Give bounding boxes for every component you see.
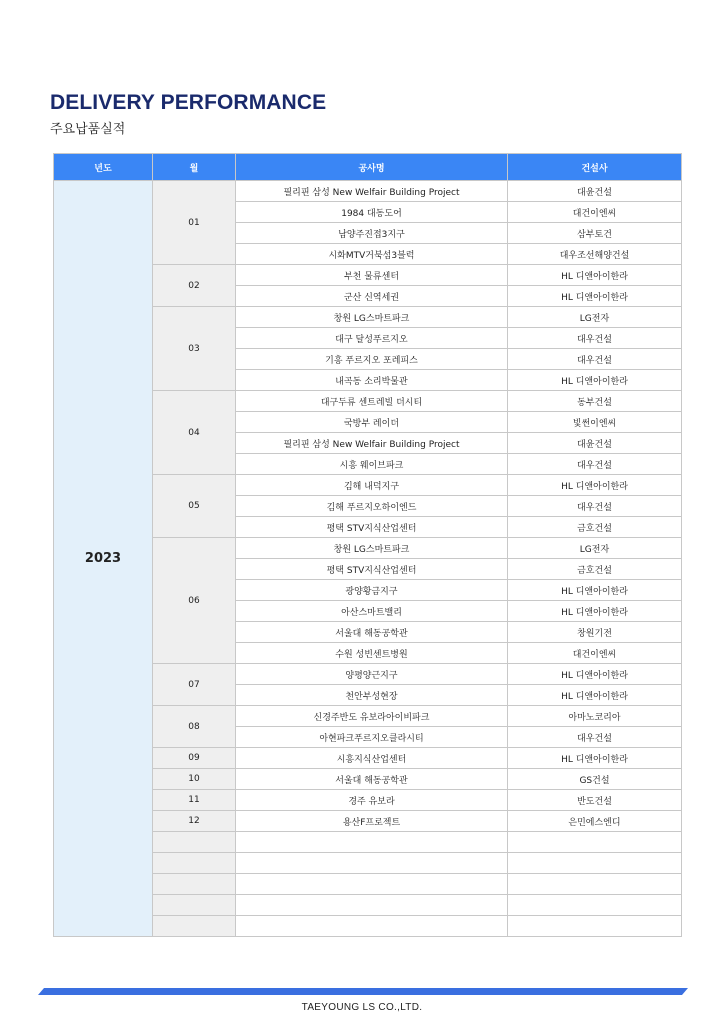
construction-company-cell [508,832,682,853]
project-name-cell: 김해 푸르지오하이엔드 [236,496,508,517]
project-name-cell: 서울대 해동공학관 [236,622,508,643]
month-cell: 12 [153,811,236,832]
project-name-cell: 필리핀 삼성 New Welfair Building Project [236,433,508,454]
month-cell [153,895,236,916]
construction-company-cell: HL 디앤아이한라 [508,475,682,496]
column-header-month: 월 [153,154,236,181]
project-name-cell: 기흥 푸르지오 포레피스 [236,349,508,370]
construction-company-cell: HL 디앤아이한라 [508,286,682,307]
project-name-cell: 천안부성현장 [236,685,508,706]
project-name-cell: 김해 내덕지구 [236,475,508,496]
month-cell [153,916,236,937]
project-name-cell [236,832,508,853]
project-name-cell: 평택 STV지식산업센터 [236,559,508,580]
project-name-cell: 대구 달성푸르지오 [236,328,508,349]
construction-company-cell: HL 디앤아이한라 [508,601,682,622]
construction-company-cell [508,853,682,874]
column-header-project: 공사명 [236,154,508,181]
page-title: DELIVERY PERFORMANCE [50,91,327,114]
construction-company-cell: LG전자 [508,538,682,559]
month-cell: 07 [153,664,236,706]
construction-company-cell: HL 디앤아이한라 [508,664,682,685]
project-name-cell [236,895,508,916]
month-cell: 08 [153,706,236,748]
month-cell: 05 [153,475,236,538]
month-cell: 02 [153,265,236,307]
project-name-cell [236,853,508,874]
construction-company-cell: 금호건설 [508,559,682,580]
construction-company-cell: 대윤건설 [508,181,682,202]
footer-bar [38,988,688,995]
month-cell [153,832,236,853]
construction-company-cell: 빛썬이엔씨 [508,412,682,433]
project-name-cell: 시흥 웨이브파크 [236,454,508,475]
project-name-cell: 아현파크푸르지오클라시티 [236,727,508,748]
construction-company-cell: 대건이엔씨 [508,202,682,223]
construction-company-cell: 아마노코리아 [508,706,682,727]
project-name-cell: 창원 LG스마트파크 [236,538,508,559]
project-name-cell: 아산스마트밸리 [236,601,508,622]
construction-company-cell: 동부건설 [508,391,682,412]
project-name-cell: 평택 STV지식산업센터 [236,517,508,538]
construction-company-cell: HL 디앤아이한라 [508,265,682,286]
project-name-cell: 수원 성빈센트병원 [236,643,508,664]
construction-company-cell: HL 디앤아이한라 [508,370,682,391]
construction-company-cell: 대우건설 [508,454,682,475]
construction-company-cell [508,916,682,937]
footer-company-name: TAEYOUNG LS CO.,LTD. [301,1002,423,1013]
construction-company-cell: 창원기전 [508,622,682,643]
month-cell: 10 [153,769,236,790]
project-name-cell: 내곡동 소리박물관 [236,370,508,391]
construction-company-cell: HL 디앤아이한라 [508,748,682,769]
delivery-performance-table [53,153,682,937]
project-name-cell: 1984 대동도어 [236,202,508,223]
construction-company-cell: 대우건설 [508,496,682,517]
construction-company-cell: HL 디앤아이한라 [508,580,682,601]
construction-company-cell: 삼부토건 [508,223,682,244]
construction-company-cell: 금호건설 [508,517,682,538]
construction-company-cell: 대윤건설 [508,433,682,454]
construction-company-cell: 대우건설 [508,349,682,370]
project-name-cell: 경주 유보라 [236,790,508,811]
month-cell [153,853,236,874]
column-header-year: 년도 [54,154,153,181]
project-name-cell: 부천 물류센터 [236,265,508,286]
project-name-cell [236,916,508,937]
project-name-cell [236,874,508,895]
table-header-row [54,154,682,181]
construction-company-cell: 대우건설 [508,727,682,748]
construction-company-cell [508,874,682,895]
construction-company-cell: GS건설 [508,769,682,790]
construction-company-cell: 은민에스엔디 [508,811,682,832]
construction-company-cell: LG전자 [508,307,682,328]
table-body [54,181,682,937]
construction-company-cell: 대건이엔씨 [508,643,682,664]
project-name-cell: 광양황금지구 [236,580,508,601]
table-row [54,181,682,202]
construction-company-cell: 대우건설 [508,328,682,349]
project-name-cell: 군산 신역세권 [236,286,508,307]
column-header-company: 건설사 [508,154,682,181]
project-name-cell: 서울대 해동공학관 [236,769,508,790]
construction-company-cell: 대우조선해양건설 [508,244,682,265]
month-cell: 01 [153,181,236,265]
project-name-cell: 대구두류 센트레빌 더시티 [236,391,508,412]
month-cell: 06 [153,538,236,664]
construction-company-cell [508,895,682,916]
month-cell: 03 [153,307,236,391]
month-cell: 04 [153,391,236,475]
project-name-cell: 양평양근지구 [236,664,508,685]
project-name-cell: 국방부 레이더 [236,412,508,433]
month-cell: 09 [153,748,236,769]
project-name-cell: 필리핀 삼성 New Welfair Building Project [236,181,508,202]
project-name-cell: 시화MTV거북섬3블럭 [236,244,508,265]
project-name-cell: 창원 LG스마트파크 [236,307,508,328]
project-name-cell: 시흥지식산업센터 [236,748,508,769]
month-cell: 11 [153,790,236,811]
project-name-cell: 남양주진접3지구 [236,223,508,244]
year-cell: 2023 [54,181,153,937]
project-name-cell: 용산F프로젝트 [236,811,508,832]
construction-company-cell: 반도건설 [508,790,682,811]
month-cell [153,874,236,895]
project-name-cell: 신경주반도 유보라아이비파크 [236,706,508,727]
page-subtitle: 주요납품실적 [50,122,126,137]
construction-company-cell: HL 디앤아이한라 [508,685,682,706]
